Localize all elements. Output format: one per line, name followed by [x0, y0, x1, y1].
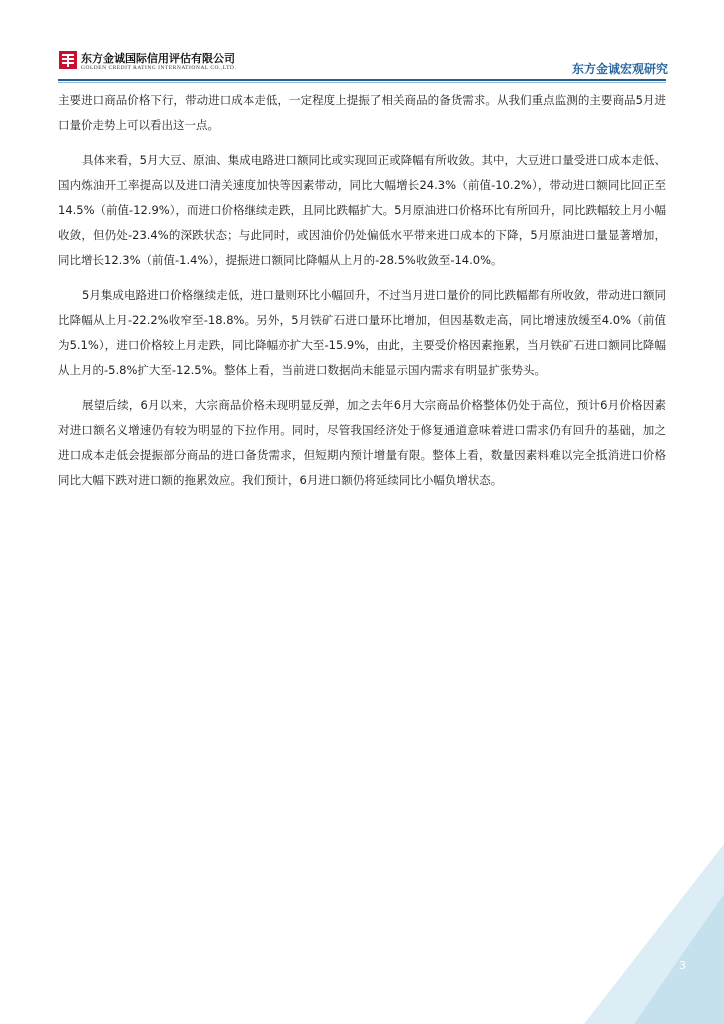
- company-logo-icon: [58, 50, 78, 70]
- page-header: [0, 0, 724, 82]
- company-name-en: GOLDEN CREDIT RATING INTERNATIONAL CO.,LTD.: [81, 65, 237, 71]
- header-divider: [58, 79, 666, 81]
- header-divider-thin: [58, 82, 666, 83]
- series-title: 东方金诚宏观研究: [571, 62, 668, 76]
- paragraph-3: 5月集成电路进口价格继续走低，进口量则环比小幅回升，不过当月进口量价的同比跌幅都有所收敛，带动进口额同比降幅从上月-22.2%收窄至-18.8%。另外，5月铁矿石进口量环比增加，但因基数走高，同比增速放缓至4.0%（前值为5.1%），进口价格较上月走跌，同比降幅亦扩大至-15.9%，由此，主要受价格因素拖累，当月铁矿石进口额同比降幅从上月的-5.8%扩大至-12.5%。整体上看，当前进口数据尚未能显示国内需求有明显扩张势头。: [58, 288, 666, 377]
- paragraph-1: 主要进口商品价格下行，带动进口成本走低，一定程度上提振了相关商品的备货需求。从我们重点监测的主要商品5月进口量价走势上可以看出这一点。: [58, 93, 666, 132]
- page-number: 3: [679, 959, 686, 972]
- corner-decoration: [524, 824, 724, 1024]
- company-name-cn: 东方金诚国际信用评估有限公司: [81, 52, 235, 65]
- paragraph-4: 展望后续，6月以来，大宗商品价格未现明显反弹，加之去年6月大宗商品价格整体仍处于高位，预计6月价格因素对进口额名义增速仍有较为明显的下拉作用。同时，尽管我国经济处于修复通道意味着进口需求仍有回升的基础，加之进口成本走低会提振部分商品的进口备货需求，但短期内预计增量有限。整体上看，数量因素料难以完全抵消进口价格同比大幅下跌对进口额的拖累效应。我们预计，6月进口额仍将延续同比小幅负增状态。: [58, 398, 666, 487]
- body-text: [58, 88, 666, 503]
- paragraph-2: 具体来看，5月大豆、原油、集成电路进口额同比或实现回正或降幅有所收敛。其中，大豆进口量受进口成本走低、国内炼油开工率提高以及进口清关速度加快等因素带动，同比大幅增长24.3%（前值-10.2%），带动进口额同比回正至14.5%（前值-12.9%），而进口价格继续走跌，且同比跌幅扩大。5月原油进口价格环比有所回升，同比跌幅较上月小幅收敛，但仍处-23.4%的深跌状态；与此同时，或因油价仍处偏低水平带来进口成本的下降，5月原油进口量显著增加，同比增长12.3%（前值-1.4%），提振进口额同比降幅从上月的-28.5%收敛至-14.0%。: [58, 153, 666, 267]
